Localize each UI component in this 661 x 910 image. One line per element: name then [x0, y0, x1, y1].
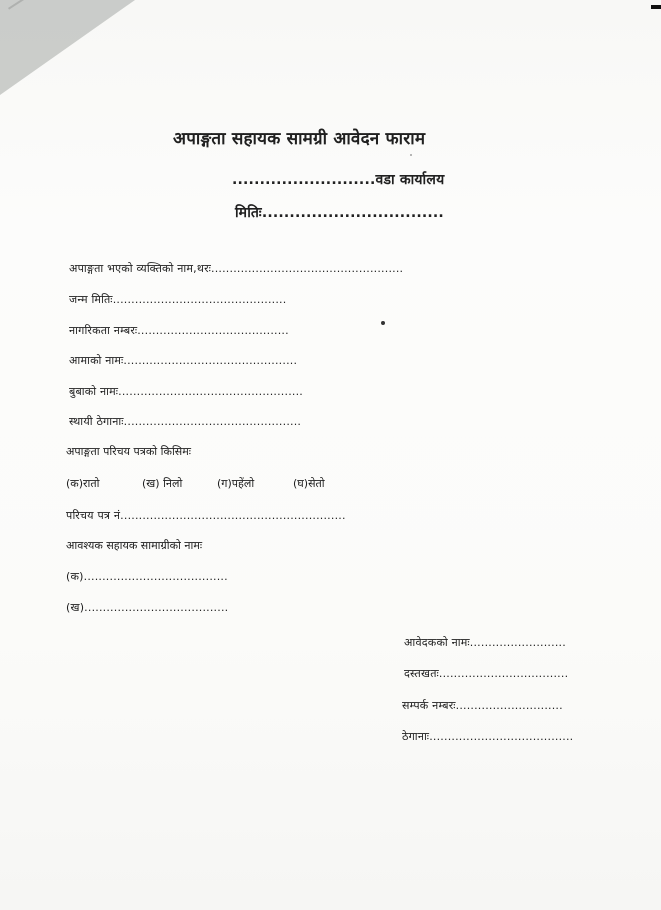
- applicant-address-field: ठेगानाः.......................................: [402, 730, 574, 743]
- scan-edge-mark: [651, 5, 661, 9]
- signature-field: दस्तखतः...................................: [404, 667, 569, 680]
- required-item-ka: (क).......................................: [66, 570, 228, 583]
- contact-number-field: सम्पर्क नम्बरः.............................: [402, 699, 563, 712]
- card-option-blue: (ख) निलो: [142, 477, 183, 490]
- mother-name-field: आमाको नामः...............................................: [69, 354, 298, 367]
- person-name-field: अपाङ्गता भएको व्यक्तिको नाम,थरः....................................................: [69, 262, 404, 275]
- applicant-name-field: आवेदकको नामः..........................: [404, 636, 566, 649]
- card-type-label: अपाङ्गता परिचय पत्रको किसिमः: [66, 445, 192, 458]
- card-option-yellow: (ग)पहेंलो: [217, 477, 255, 490]
- card-option-red: (क)रातो: [66, 477, 100, 490]
- father-name-field: बुबाको नामः..................................................: [69, 385, 303, 398]
- scan-speck: [381, 321, 385, 325]
- required-item-kha: (ख).......................................: [66, 601, 229, 614]
- required-items-label: आवश्यक सहायक सामाग्रीको नामः: [66, 539, 203, 552]
- citizenship-number-field: नागरिकता नम्बरः.........................................: [69, 324, 289, 337]
- date-line: मितिः.................................: [235, 205, 444, 221]
- folded-corner: [0, 0, 135, 95]
- card-option-white: (घ)सेतो: [293, 477, 325, 490]
- card-number-field: परिचय पत्र नं.............................................................: [66, 509, 346, 522]
- scan-speck: [410, 154, 412, 156]
- card-type-options: [66, 476, 366, 494]
- birth-date-field: जन्म मितिः...............................................: [69, 293, 287, 306]
- ward-office-line: ..........................वडा कार्यालय: [232, 172, 445, 188]
- form-title: अपाङ्गता सहायक सामग्री आवेदन फाराम: [173, 129, 426, 149]
- permanent-address-field: स्थायी ठेगानाः................................................: [69, 415, 302, 428]
